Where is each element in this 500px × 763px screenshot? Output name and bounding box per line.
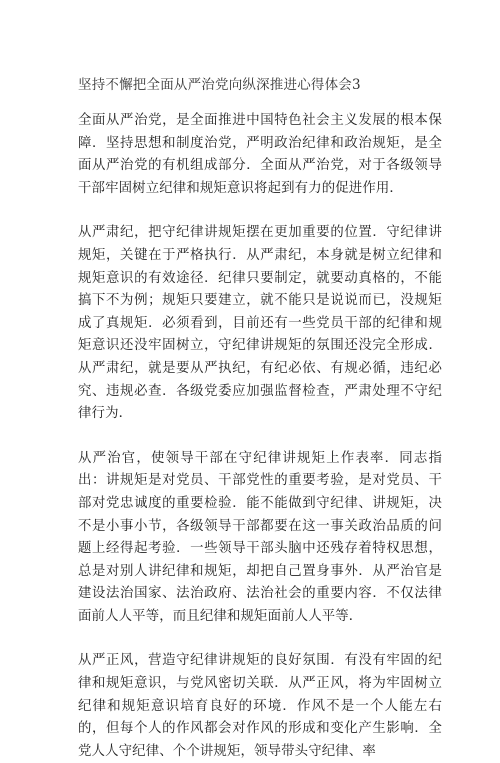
paragraph-2: 从严肃纪，把守纪律讲规矩摆在更加重要的位置．守纪律讲规矩，关键在于严格执行．从严肃纪，本身就是树立纪律和规矩意识的有效途径．纪律只要制定，就要动真格的，不能搞下不为例；规矩只要建立，就不能只是说说而已，没规矩成了真规矩．必须看到，目前还有一些党员干部的纪律和规矩意识还没牢固树立，守纪律讲规矩的氛围还没完全形成．从严肃纪，就是要从严执纪，有纪必依、有规必循，违纪必究、违规必查．各级党委应加强监督检查，严肃处理不守纪律行为．: [78, 225, 442, 422]
document-title: 坚持不懈把全面从严治党向纵深推进心得体会3: [78, 77, 361, 93]
paragraph-4: 从严正风，营造守纪律讲规矩的良好氛围．有没有牢固的纪律和规矩意识，与党风密切关联．从严正风，将为牢固树立纪律和规矩意识培育良好的环境．作风不是一个人能左右的，但每个人的作风都会对作风的形成和变化产生影响．全党人人守纪律、个个讲规矩，领导带头守纪律、率: [78, 653, 442, 759]
paragraph-3: 从严治官，使领导干部在守纪律讲规矩上作表率．同志指出：讲规矩是对党员、干部党性的重要考验，是对党员、干部对党忠诚度的重要检验．能不能做到守纪律、讲规矩，决不是小事小节，各级领导干部都要在这一事关政治品质的问题上经得起考验．一些领导干部头脑中还残存着特权思想，总是对别人讲纪律和规矩，却把自己置身事外．从严治官是建设法治国家、法治政府、法治社会的重要内容．不仅法律面前人人平等，而且纪律和规矩面前人人平等．: [78, 450, 442, 624]
paragraph-1: 全面从严治党，是全面推进中国特色社会主义发展的根本保障．坚持思想和制度治党，严明政治纪律和政治规矩，是全面从严治党的有机组成部分．全面从严治党，对于各级领导干部牢固树立纪律和规矩意识将起到有力的促进作用．: [78, 113, 442, 196]
